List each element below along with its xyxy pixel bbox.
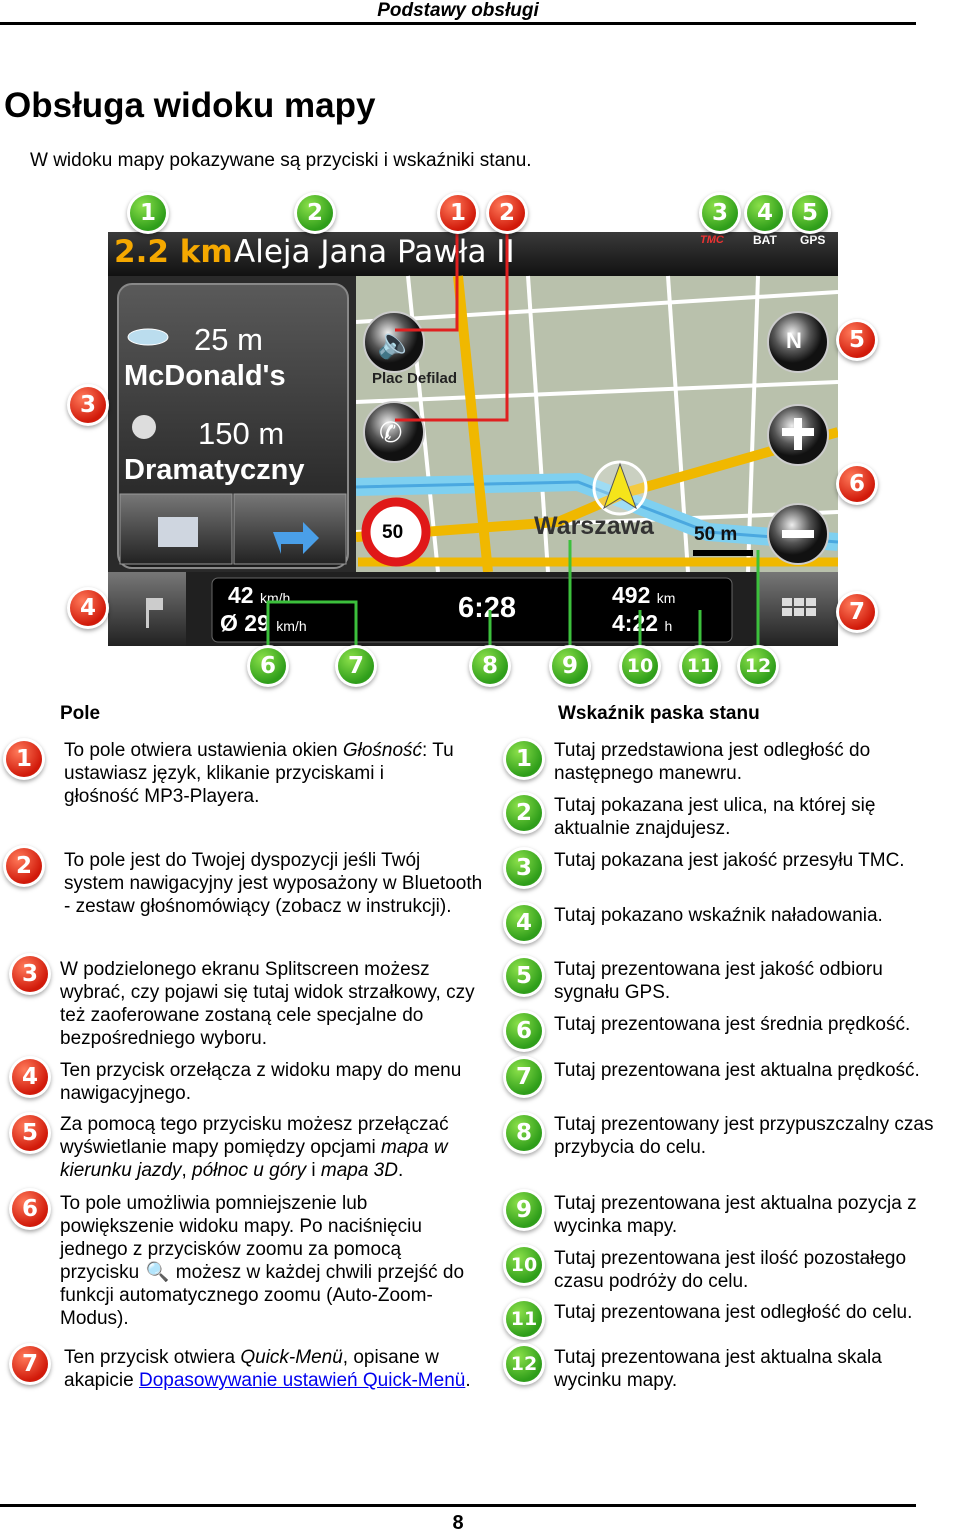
callout-badge-green-6: 6 <box>250 648 286 684</box>
remaining-distance-unit: km <box>656 590 676 606</box>
legend-badge-green-8: 8 <box>506 1115 542 1151</box>
speed-limit-sign: 50 <box>382 522 404 543</box>
average-speed-unit: km/h <box>276 618 307 634</box>
city-label: Warszawa <box>534 512 654 540</box>
callout-badge-green-12: 12 <box>740 648 776 684</box>
callout-badge-red-2: 2 <box>489 195 525 231</box>
right-item-5: Tutaj prezentowana jest jakość odbioru sygnału GPS. <box>554 959 883 1003</box>
callout-badge-red-5: 5 <box>839 322 875 358</box>
callout-badge-red-1: 1 <box>440 195 476 231</box>
right-item-11: Tutaj prezentowana jest odległość do celu. <box>554 1302 913 1323</box>
current-street: Aleja Jana Pawła II <box>234 234 515 270</box>
legend-badge-green-5: 5 <box>506 958 542 994</box>
phone-icon[interactable]: ✆ <box>379 417 403 448</box>
right-item-9: Tutaj prezentowana jest aktualna pozycja z wycinka mapy. <box>554 1193 917 1237</box>
right-item-6: Tutaj prezentowana jest średnia prędkość. <box>554 1014 911 1035</box>
right-item-3: Tutaj pokazana jest jakość przesyłu TMC. <box>554 850 905 871</box>
callout-badge-red-7: 7 <box>839 594 875 630</box>
tmc-indicator: TMC <box>700 234 724 246</box>
left-item-4: Ten przycisk orzełącza z widoku mapy do menu nawigacyjnego. <box>60 1060 462 1104</box>
remaining-time-value: 4:22 <box>612 610 659 636</box>
legend-badge-green-12: 12 <box>506 1346 542 1382</box>
legend-badge-red-5: 5 <box>12 1115 48 1151</box>
callout-badge-red-6: 6 <box>839 466 875 502</box>
poi2-name[interactable]: Dramatyczny <box>124 454 305 486</box>
legend-badge-green-11: 11 <box>506 1301 542 1337</box>
poi1-distance: 25 m <box>194 322 263 357</box>
maneuver-distance: 2.2 km <box>114 234 233 270</box>
callout-badge-green-10: 10 <box>622 648 658 684</box>
right-item-7: Tutaj prezentowana jest aktualna prędkość. <box>554 1060 920 1081</box>
left-item-2: To pole jest do Twojej dyspozycji jeśli Twój system nawigacyjny jest wyposażony w Bluetooth - zestaw głośnomówiący (zobacz w instrukcji). <box>64 850 483 917</box>
legend-badge-red-1: 1 <box>6 741 42 777</box>
legend-badge-red-2: 2 <box>6 848 42 884</box>
page-title: Obsługa widoku mapy <box>4 86 376 125</box>
legend-badge-green-3: 3 <box>506 850 542 886</box>
current-speed-unit: km/h <box>259 590 291 606</box>
left-item-7: Ten przycisk otwiera Quick-Menü, opisane w akapicie Dopasowywanie ustawień Quick-Menü. <box>64 1347 471 1391</box>
right-item-10: Tutaj prezentowana jest ilość pozostałego czasu podróży do celu. <box>554 1248 907 1292</box>
place-label: Plac Defilad <box>372 370 458 387</box>
footer-rule <box>0 1504 916 1507</box>
remaining-time-unit: h <box>664 618 673 634</box>
callout-badge-green-11: 11 <box>682 648 718 684</box>
callout-badge-green-3: 3 <box>702 195 738 231</box>
compass-icon[interactable]: N <box>786 328 802 353</box>
quick-menu-settings-link[interactable]: Dopasowywanie ustawień Quick-Menü <box>139 1370 466 1391</box>
legend-badge-red-6: 6 <box>12 1191 48 1227</box>
remaining-distance-value: 492 <box>612 582 651 608</box>
arrival-time: 6:28 <box>458 592 517 624</box>
legend-badge-green-1: 1 <box>506 741 542 777</box>
right-item-2: Tutaj pokazana jest ulica, na której się aktualnie znajdujesz. <box>554 795 876 839</box>
left-item-3: W podzielonego ekranu Splitscreen możesz wybrać, czy pojawi się tutaj widok strzałkowy, czy też zaoferowane zostaną cele specjalne do bezpośredniego wyboru. <box>60 959 475 1049</box>
legend-badge-green-2: 2 <box>506 795 542 831</box>
poi2-distance: 150 m <box>198 416 285 451</box>
legend-badge-green-10: 10 <box>506 1247 542 1283</box>
page-number: 8 <box>452 1512 464 1534</box>
callout-badge-green-5: 5 <box>792 195 828 231</box>
callout-lines <box>0 0 960 700</box>
callout-badge-red-3: 3 <box>70 387 106 423</box>
speaker-icon[interactable]: 🔈 <box>377 327 415 360</box>
legend-badge-red-4: 4 <box>12 1059 48 1095</box>
left-item-5: Za pomocą tego przycisku możesz przełączać wyświetlanie mapy pomiędzy opcjami mapa w kierunku jazdy, północ u góry i mapa 3D. <box>60 1114 449 1181</box>
legend-badge-green-6: 6 <box>506 1013 542 1049</box>
right-item-12: Tutaj prezentowana jest aktualna skala wycinku mapy. <box>554 1347 882 1391</box>
callout-badge-green-9: 9 <box>552 648 588 684</box>
battery-indicator: BAT <box>753 233 777 247</box>
legend-badge-green-7: 7 <box>506 1059 542 1095</box>
poi1-name[interactable]: McDonald's <box>124 360 286 392</box>
scale-label: 50 m <box>694 524 738 545</box>
right-item-8: Tutaj prezentowany jest przypuszczalny czas przybycia do celu. <box>554 1114 934 1158</box>
legend-badge-green-9: 9 <box>506 1192 542 1228</box>
callout-badge-green-8: 8 <box>472 648 508 684</box>
average-speed-value: 29 <box>244 610 270 636</box>
left-item-6: To pole umożliwia pomniejszenie lub powiększenie widoku mapy. Po naciśnięciu jednego z przycisków zoomu za pomocą przycisku 🔍 możesz w każdej chwili przejść do funkcji automatycznego zoomu (Auto-Zoom-Modus). <box>60 1193 465 1329</box>
running-header: Podstawy obsługi <box>377 0 539 21</box>
callout-badge-green-1: 1 <box>130 195 166 231</box>
legend-badge-green-4: 4 <box>506 905 542 941</box>
callout-badge-green-7: 7 <box>338 648 374 684</box>
right-column-heading: Wskaźnik paska stanu <box>558 703 760 724</box>
legend-badge-red-7: 7 <box>12 1346 48 1382</box>
average-speed-symbol: Ø <box>220 610 238 636</box>
current-speed-value: 42 <box>228 582 254 608</box>
left-column-heading: Pole <box>60 703 101 724</box>
callout-badge-red-4: 4 <box>70 590 106 626</box>
callout-badge-green-2: 2 <box>297 195 333 231</box>
legend-badge-red-3: 3 <box>12 956 48 992</box>
intro-text: W widoku mapy pokazywane są przyciski i wskaźniki stanu. <box>30 150 532 171</box>
right-item-4: Tutaj pokazano wskaźnik naładowania. <box>554 905 883 926</box>
callout-badge-green-4: 4 <box>747 195 783 231</box>
left-item-1: To pole otwiera ustawienia okien Głośność: Tu ustawiasz język, klikanie przyciskami i głośność MP3-Playera. <box>64 740 454 807</box>
gps-indicator: GPS <box>800 233 826 247</box>
auto-zoom-icon: 🔍 <box>145 1262 170 1283</box>
right-item-1: Tutaj przedstawiona jest odległość do następnego manewru. <box>554 740 871 784</box>
